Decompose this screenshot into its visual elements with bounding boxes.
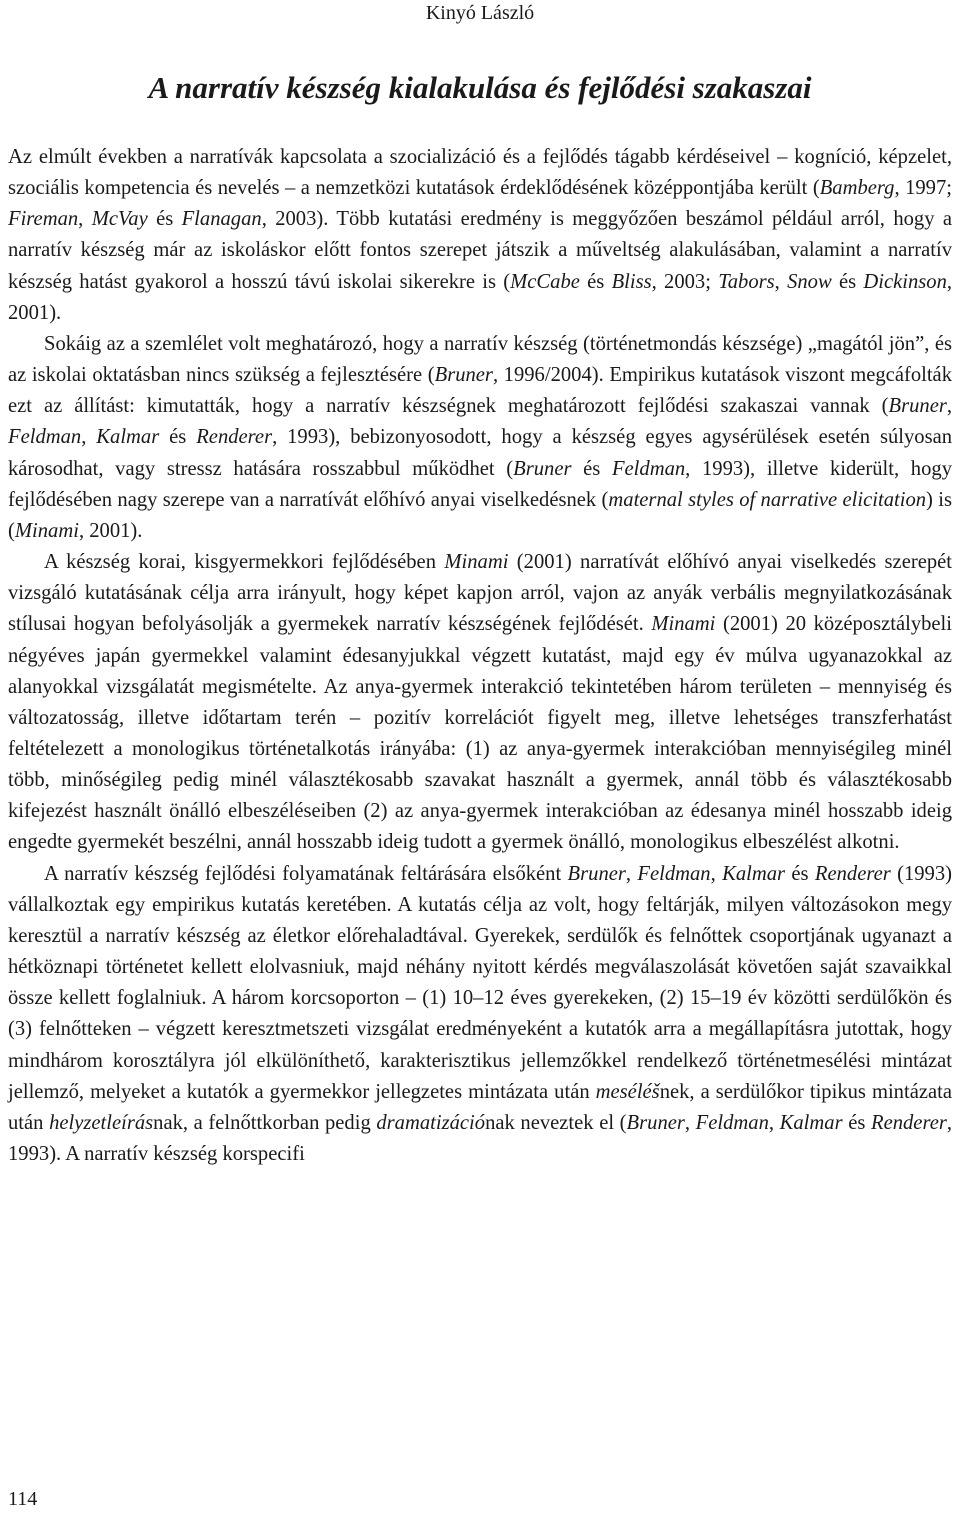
running-header-author: Kinyó László [425,2,535,24]
italic-citation: Minami [444,551,509,574]
italic-citation: Feldman [695,1111,769,1134]
paragraph-2 [8,329,952,547]
text-run: , 1993). A narratív készség korspecifi [8,1111,952,1165]
text-run: , [946,395,952,418]
text-run: , 1997; [894,177,952,200]
text-run: , [710,862,723,885]
text-run: (2001) narratívát előhívó anyai viselkedés szerepét vizsgáló kutatásának célja arra irányult, hogy képet kapjon arról, vajon az anyák verbális megnyilatkozásának stílusai hogyan befolyásolják a gyermekek narratív készségének fejlődését. [8,551,952,636]
text-run: és [159,426,197,449]
italic-citation: McCabe [510,270,580,293]
italic-citation: Kalmar [779,1111,843,1134]
text-run: és [785,862,815,885]
text-run: nek, a serdülőkor tipikus mintázata után [8,1080,952,1134]
text-run: és [579,270,612,293]
text-run: (2001) 20 középosztálybeli négyéves japán gyermekkel valamint édesanyjukkal végzett kutatást, majd egy év múlva ugyanazokkal az alanyokkal vizsgálatát megismételte. Az anya-gyermek interakció tekintetében három területen – mennyiség és változatosság, illetve időtartam terén – pozitív korrelációt figyelt meg, illetve lehetséges transzferhatást feltételezett a monologikus történetalkotás irányába: (1) az anya-gyermek interakcióban mennyiségileg minél több, minőségileg pedig minél választékosabb szavakat használt a gyermek, annál több és választékosabb kifejezést használt önálló elbeszéléseiben (2) az anya-gyermek interakcióban az édesanya minél hosszabb ideig engedte gyermekét beszélni, annál hosszabb ideig tudott a gyermek önálló, monologikus elbeszélést alkotni. [8,613,953,854]
paragraph-4 [8,859,952,1171]
text-run: , [81,426,97,449]
text-run: nak neveztek el ( [485,1111,627,1134]
page-title: A narratív készség kialakulása és fejlődési szakaszai [148,70,812,105]
text-run: nak, a felnőttkorban pedig [153,1111,377,1134]
text-run: , 2001). [8,270,953,324]
italic-citation: McVay [91,208,148,231]
italic-citation: Flanagan [181,208,262,231]
italic-citation: Renderer [870,1111,947,1134]
text-run: , [625,862,638,885]
text-run: , 1993), illetve kiderült, hogy fejlődésében nagy szerepe van a narratívát előhívó anyai viselkedésnek ( [8,457,952,511]
italic-citation: maternal styles of narrative elicitation [608,488,927,511]
italic-citation: Kalmar [96,426,160,449]
text-run: , 2001). [78,519,143,542]
text-run: A narratív készség fejlődési folyamatának feltárására elsőként [44,862,568,885]
italic-citation: Minami [651,613,716,636]
italic-citation: helyzetleírás [49,1111,154,1134]
text-run: , 1996/2004). Empirikus kutatások viszont megcáfolták ezt az állítást: kimutatták, hogy a narratív készségnek meghatározott fejlődési szakaszai vannak ( [8,364,952,418]
italic-citation: Kalmar [722,862,786,885]
text-run: ) is ( [8,488,952,542]
text-run: , [684,1111,696,1134]
text-run: , 2003; [651,270,719,293]
italic-citation: Bruner [513,457,572,480]
italic-citation: Bliss [611,270,652,293]
italic-citation: Fireman [8,208,79,231]
article-body [8,142,952,1170]
italic-citation: Renderer [196,426,273,449]
text-run: és [147,208,182,231]
text-run: Sokáig az a szemlélet volt meghatározó, hogy a narratív készség (történetmondás készsége) „magától jön”, és az iskolai oktatásban nincs szükség a fejlesztésére ( [8,332,952,387]
paragraph-3 [8,547,952,859]
text-run: Az elmúlt években a narratívák kapcsolata a szocializáció és a fejlődés tágabb kérdéseivel – kogníció, képzelet, szociális kompetencia és nevelés – a nemzetközi kutatások érdeklődésének középpontjába került ( [8,146,952,200]
italic-citation: Bruner [626,1111,685,1134]
italic-citation: Snow [787,270,832,293]
italic-citation: Feldman [8,426,82,449]
italic-citation: Bruner [434,364,493,387]
text-run: (1993) vállalkoztak egy empirikus kutatás keretében. A kutatás célja az volt, hogy feltárják, milyen változásokon megy keresztül a narratív készség az életkor előrehaladtával. Gyerekek, serdülők és felnőttek csoportjának ugyanazt a hétköznapi történetet kellett elolvasniuk, majd néhány nyitott kérdés megválaszolását követően saját szavaikkal össze kellett foglalniuk. A három korcsoporton – (1) 10–12 éves gyerekeken, (2) 15–19 év közötti serdülőkön és (3) felnőtteken – végzett keresztmetszeti vizsgálat eredményeként a kutatók arra a megállapításra jutottak, hogy mindhárom korosztályra jól elkülöníthető, karakterisztikus jellemzőkkel rendelkező történetmesélési mintázat jellemző, melyeket a kutatók a gyermekkor jellegzetes mintázata után [8,862,953,1103]
italic-citation: Renderer [814,862,891,885]
text-run: és [842,1111,871,1134]
italic-citation: Feldman [637,862,711,885]
text-run: , [774,270,788,293]
text-run: A készség korai, kisgyermekkori fejlődésében [44,551,445,574]
italic-citation: Feldman [611,457,686,480]
italic-citation: Minami [14,519,79,542]
italic-citation: Bruner [567,862,626,885]
text-run: és [571,457,612,480]
italic-citation: meséléš [595,1080,660,1103]
text-run: , 1993), bebizonyosodott, hogy a készség egyes agysérülések esetén súlyosan károsodhat, vagy stressz hatására rosszabbul működhet ( [8,426,953,480]
italic-citation: Dickinson [863,270,947,293]
text-run: , 2003). Több kutatási eredmény is meggyőzően beszámol például arról, hogy a narratív készség már az iskoláskor előtt fontos szerepet játszik a műveltség alakulásában, valamint a narratív készség hatást gyakorol a hosszú távú iskolai sikerekre is ( [8,208,953,293]
italic-citation: dramatizáció [376,1111,486,1134]
italic-citation: Bamberg [819,177,895,200]
italic-citation: Bruner [888,395,947,418]
italic-citation: Tabors [718,270,775,293]
paragraph-1 [8,142,952,329]
page-number: 114 [8,1488,38,1510]
text-run: , [78,208,92,231]
text-run: , [768,1111,780,1134]
text-run: és [831,270,864,293]
